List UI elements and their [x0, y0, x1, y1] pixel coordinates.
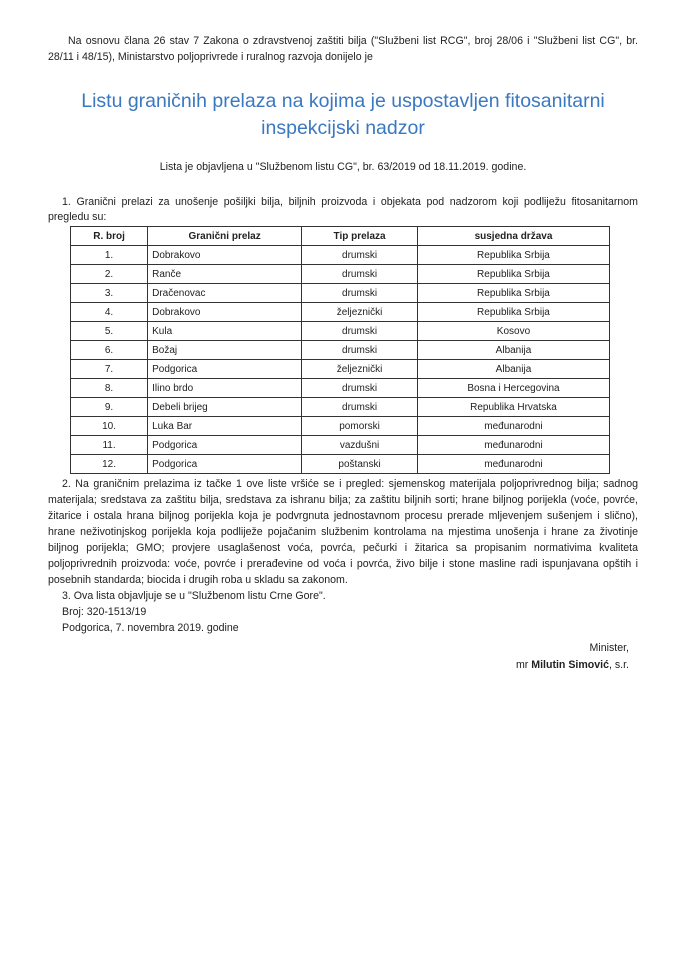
column-header: susjedna država — [417, 227, 609, 246]
table-cell: Kula — [148, 322, 302, 341]
table-row — [71, 265, 610, 284]
table-row — [71, 417, 610, 436]
table-cell: Ilino brdo — [148, 379, 302, 398]
signature-name: Milutin Simović — [531, 659, 609, 671]
point-2: 2. Na graničnim prelazima iz tačke 1 ove liste vršiće se i pregled: sjemenskog materijala poljoprivrednog bilja; sadnog materijala; sredstava za zaštitu bilja, sredstava za ishranu bilja; za zaštitu biljnih sorti; hrane biljnog porijekla (voće, povrće, žitarice i ostala hrana biljnog porijekla koja je podvrgnuta jednostavnom procesu prerade mljevenjem sušenjem i slično), hrane neživotinjskog porijekla koja podliježe pojačanim službenim kontrolama na mjestima unošenja i hrane za životinje biljnog porijekla; GMO; provjere usaglašenost voća, povrća, pečurki i žitarica sa propisanim normativima kvaliteta poljoprivrednih proizvoda: voće, povrće i prerađevine od voća i povrća, živo bilje i stone masline radi ispunjavana opštih i posebnih standarda; biocida i drugih roba u skladu sa zakonom. — [48, 478, 638, 586]
table-cell: drumski — [302, 265, 418, 284]
place-date: Podgorica, 7. novembra 2019. godine — [62, 622, 239, 634]
table-cell: drumski — [302, 246, 418, 265]
table-cell: 7. — [71, 360, 148, 379]
table-cell: vazdušni — [302, 436, 418, 455]
table-row — [71, 322, 610, 341]
signature-role: Minister, — [589, 642, 629, 654]
column-header: R. broj — [71, 227, 148, 246]
table-cell: 6. — [71, 341, 148, 360]
table-cell: drumski — [302, 322, 418, 341]
column-header: Granični prelaz — [148, 227, 302, 246]
table-cell: Republika Srbija — [417, 284, 609, 303]
intro-paragraph: Na osnovu člana 26 stav 7 Zakona o zdravstvenoj zaštiti bilja ("Službeni list RCG", broj 28/06 i "Službeni list CG", br. 28/11 i 48/15), Ministarstvo poljoprivrede i ruralnog razvoja donijelo je — [48, 35, 638, 63]
table-cell: međunarodni — [417, 436, 609, 455]
table-cell: Bosna i Hercegovina — [417, 379, 609, 398]
table-cell: drumski — [302, 379, 418, 398]
table-cell: Republika Srbija — [417, 246, 609, 265]
table-cell: drumski — [302, 284, 418, 303]
table-cell: željeznički — [302, 303, 418, 322]
table-cell: drumski — [302, 341, 418, 360]
table-cell: 2. — [71, 265, 148, 284]
table-cell: 8. — [71, 379, 148, 398]
table-cell: Božaj — [148, 341, 302, 360]
table-row — [71, 284, 610, 303]
table-header-row — [71, 227, 610, 246]
table-cell: Ranče — [148, 265, 302, 284]
table-cell: Podgorica — [148, 436, 302, 455]
table-cell: Albanija — [417, 360, 609, 379]
table-cell: međunarodni — [417, 455, 609, 474]
column-header: Tip prelaza — [302, 227, 418, 246]
signature-suffix: , s.r. — [608, 659, 629, 671]
table-cell: 12. — [71, 455, 148, 474]
table-cell: Republika Hrvatska — [417, 398, 609, 417]
table-cell: međunarodni — [417, 417, 609, 436]
table-cell: Kosovo — [417, 322, 609, 341]
signature-title: mr — [515, 659, 529, 671]
table-cell: 3. — [71, 284, 148, 303]
table-cell: Podgorica — [148, 360, 302, 379]
table-row — [71, 455, 610, 474]
table-cell: 4. — [71, 303, 148, 322]
table-cell: Republika Srbija — [417, 303, 609, 322]
point-1: 1. Granični prelazi za unošenje pošiljki bilja, biljnih proizvoda i objekata pod nadzorom koji podliježu fitosanitarnom pregledu su: — [48, 196, 638, 223]
table-cell: Podgorica — [148, 455, 302, 474]
point-3: 3. Ova lista objavljuje se u "Službenom listu Crne Gore". — [62, 590, 326, 602]
table-cell: Dobrakovo — [148, 303, 302, 322]
table-row — [71, 436, 610, 455]
closing-block — [62, 588, 638, 636]
table-cell: poštanski — [302, 455, 418, 474]
table-cell: Republika Srbija — [417, 265, 609, 284]
document-number: Broj: 320-1513/19 — [62, 606, 147, 618]
table-cell: Debeli brijeg — [148, 398, 302, 417]
table-row — [71, 398, 610, 417]
document-title: Listu graničnih prelaza na kojima je uspostavljen fitosanitarni inspekcijski nadzor — [81, 90, 605, 139]
table-cell: Albanija — [417, 341, 609, 360]
table-cell: 11. — [71, 436, 148, 455]
publication-note: Lista je objavljena u "Službenom listu CG", br. 63/2019 od 18.11.2019. godine. — [159, 161, 527, 173]
table-cell: 5. — [71, 322, 148, 341]
table-cell: pomorski — [302, 417, 418, 436]
table-cell: 10. — [71, 417, 148, 436]
table-cell: Luka Bar — [148, 417, 302, 436]
table-cell: drumski — [302, 398, 418, 417]
table-cell: 9. — [71, 398, 148, 417]
signature-block — [48, 640, 629, 674]
table-cell: Dračenovac — [148, 284, 302, 303]
table-cell: željeznički — [302, 360, 418, 379]
border-crossings-table — [70, 226, 610, 474]
table-row — [71, 341, 610, 360]
table-row — [71, 303, 610, 322]
table-cell: Dobrakovo — [148, 246, 302, 265]
table-row — [71, 360, 610, 379]
table-cell: 1. — [71, 246, 148, 265]
table-row — [71, 379, 610, 398]
table-row — [71, 246, 610, 265]
